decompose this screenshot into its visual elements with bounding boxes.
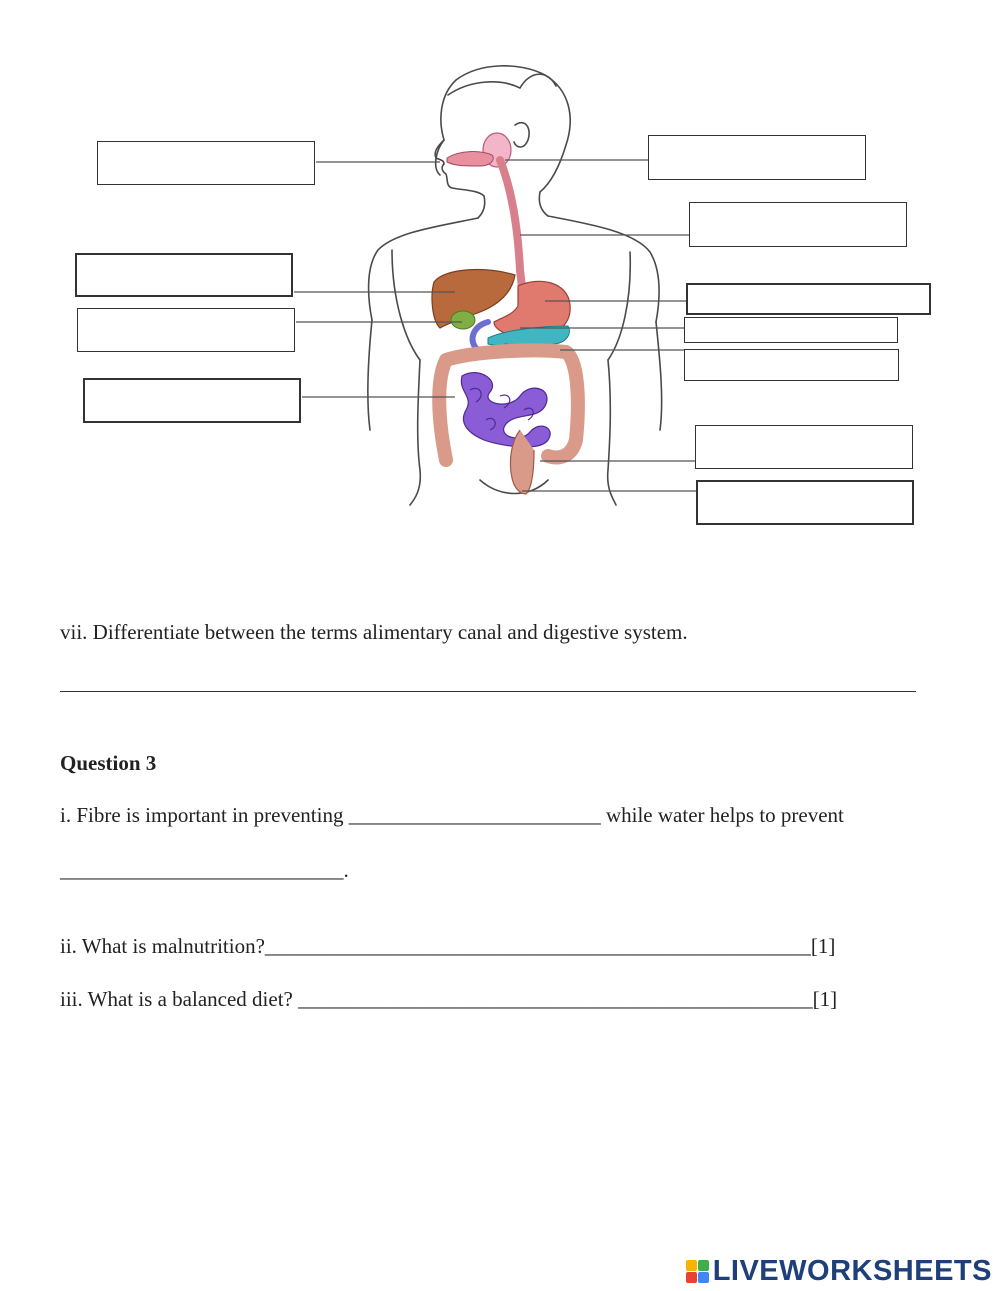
answer-line-vii[interactable] [60, 691, 916, 692]
q3-i-blank2[interactable]: ___________________________. [60, 858, 349, 882]
logo-text: LIVEWORKSHEETS [712, 1254, 992, 1287]
q3-i-blank1[interactable]: ________________________ [348, 803, 601, 827]
liveworksheets-logo [686, 1252, 992, 1290]
question-3-heading: Question 3 [60, 751, 157, 775]
question-vii-text: vii. Differentiate between the terms alimentary canal and digestive system. [60, 620, 688, 644]
organs [432, 133, 578, 494]
label-box-right-colon[interactable] [695, 425, 913, 469]
label-box-right-duodenum[interactable] [684, 349, 899, 381]
gall-bladder [451, 311, 475, 329]
label-box-top-left[interactable] [97, 141, 315, 185]
mouth [447, 152, 493, 166]
label-box-left-intestine[interactable] [83, 378, 301, 423]
label-box-right-oesophagus[interactable] [689, 202, 907, 247]
small-intestine [461, 373, 550, 447]
question-3-iii[interactable]: iii. What is a balanced diet? _________________________________________________[1] [60, 987, 838, 1011]
question-3-ii[interactable]: ii. What is malnutrition?____________________________________________________[1] [60, 934, 836, 958]
q3-i-part2: while water helps to prevent [605, 803, 844, 827]
label-box-left-liver[interactable] [75, 253, 293, 297]
question-3-i-line1 [60, 803, 844, 828]
q3-i-part1: i. Fibre is important in preventing [60, 803, 344, 827]
label-box-top-right[interactable] [648, 135, 866, 180]
label-box-right-pancreas[interactable] [684, 317, 898, 343]
label-box-right-stomach[interactable] [686, 283, 931, 315]
label-box-left-gallbladder[interactable] [77, 308, 295, 352]
label-box-right-rectum[interactable] [696, 480, 914, 525]
logo-tiles-icon [686, 1260, 709, 1283]
